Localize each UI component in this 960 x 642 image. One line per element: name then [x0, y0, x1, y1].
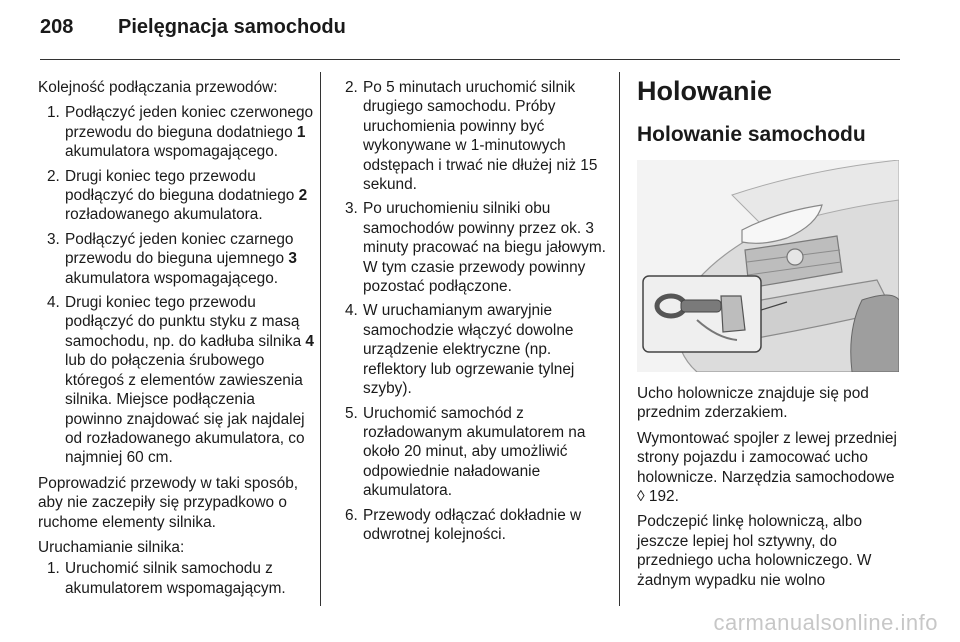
list-item: [336, 506, 606, 545]
step-number: 1.: [47, 560, 60, 578]
column-divider-2: [619, 72, 620, 606]
step-number: 6.: [345, 506, 358, 524]
step-text: Po 5 minutach uruchomić silnik drugiego samochodu. Próby uruchomienia powinny być wykonywane w 1-minutowych odstępach i trwać nie dłużej niż 15 sekund.: [363, 79, 598, 194]
step-number: 1.: [47, 104, 60, 122]
start-steps-continued: [336, 78, 606, 544]
step-number: 4.: [345, 302, 358, 320]
step-number: 4.: [47, 294, 60, 312]
spoiler-instruction: [637, 429, 902, 507]
step-number: 3.: [345, 200, 358, 218]
list-item: [336, 78, 606, 194]
chapter-title: Pielęgnacja samochodu: [118, 16, 346, 38]
step-number: 2.: [345, 79, 358, 96]
connection-steps: [38, 103, 316, 467]
step-text: Uruchomić silnik samochodu z akumulatorem wspomagającym.: [65, 560, 286, 597]
step-number: 2.: [47, 167, 60, 185]
list-item: [38, 103, 316, 161]
page-number: 208: [40, 16, 74, 38]
watermark: carmanualsonline.info: [713, 610, 938, 635]
step-text: lub do połączenia śrubowego któregoś z elementów zawieszenia silnika. Miejsce podłączenia powinno znajdować się jak najdalej od rozładowanego akumulatora, co najmniej 60 cm.: [65, 352, 305, 467]
list-item: [38, 230, 316, 288]
page-reference[interactable]: 192.: [644, 488, 679, 506]
towing-eye-illustration: [637, 160, 899, 372]
header-rule: [40, 59, 900, 60]
step-text: Podłączyć jeden koniec czerwonego przewodu do bieguna dodatniego: [65, 104, 314, 141]
list-item: [336, 404, 606, 501]
routing-paragraph: Poprowadzić przewody w taki sposób, aby nie zaczepiły się przypadkowo o ruchome elementy silnika.: [38, 474, 299, 531]
step-text: W uruchamianym awaryjnie samochodzie włączyć dowolne urządzenie elektryczne (np. reflektory lub ogrzewanie tylnej szyby).: [363, 302, 575, 398]
triangle-reference-icon: ◊: [637, 488, 645, 506]
step-text: Drugi koniec tego przewodu podłączyć do bieguna dodatniego: [65, 167, 299, 205]
intro-text: Kolejność podłączania przewodów:: [38, 79, 278, 96]
towing-eye-location: Ucho holownicze znajduje się pod przednim zderzakiem.: [637, 385, 869, 422]
tow-rope-paragraph: Podczepić linkę holowniczą, albo jeszcze lepiej hol sztywny, do przedniego ucha holowniczego. W żadnym wypadku nie wolno: [637, 513, 872, 589]
step-text: Uruchomić samochód z rozładowanym akumulatorem na około 20 minut, aby umożliwić odpowiednie naładowanie akumulatora.: [363, 404, 586, 500]
step-text: Po uruchomieniu silniki obu samochodów powinny przez ok. 3 minuty pracować na biegu jałowym. W tym czasie przewody powinny pozostać podłączone.: [363, 200, 606, 296]
step-ref-number: 1: [296, 123, 306, 141]
list-item: [336, 301, 606, 398]
instruction-text: Wymontować spojler z lewej przedniej strony pojazdu i zamocować ucho holownicze. Narzędzia samochodowe: [637, 429, 897, 486]
step-text: akumulatora wspomagającego.: [65, 269, 279, 287]
list-item: [38, 559, 316, 598]
step-ref-number: 2: [298, 187, 308, 205]
start-steps: [38, 559, 316, 598]
list-item: [38, 293, 316, 468]
step-text: Podłączyć jeden koniec czarnego przewodu do bieguna ujemnego: [65, 230, 294, 268]
column-2: [336, 78, 606, 550]
list-item: [38, 167, 316, 225]
page-header: [40, 16, 346, 39]
step-text: akumulatora wspomagającego.: [65, 143, 279, 161]
subsection-heading: Holowanie samochodu: [637, 123, 866, 146]
step-text: Przewody odłączać dokładnie w odwrotnej kolejności.: [363, 506, 582, 543]
section-heading: Holowanie: [637, 76, 773, 106]
column-3: [637, 74, 902, 596]
step-text: Drugi koniec tego przewodu podłączyć do punktu styku z masą samochodu, np. do kadłuba silnika: [65, 294, 306, 350]
column-divider-1: [320, 72, 321, 606]
step-number: 5.: [345, 404, 358, 422]
list-item: [336, 199, 606, 296]
step-number: 3.: [47, 230, 60, 248]
step-text: rozładowanego akumulatora.: [65, 206, 263, 224]
column-1: [38, 78, 316, 604]
step-ref-number: 3: [288, 250, 297, 268]
start-label: Uruchamianie silnika:: [38, 538, 185, 556]
step-ref-number: 4: [305, 332, 314, 350]
